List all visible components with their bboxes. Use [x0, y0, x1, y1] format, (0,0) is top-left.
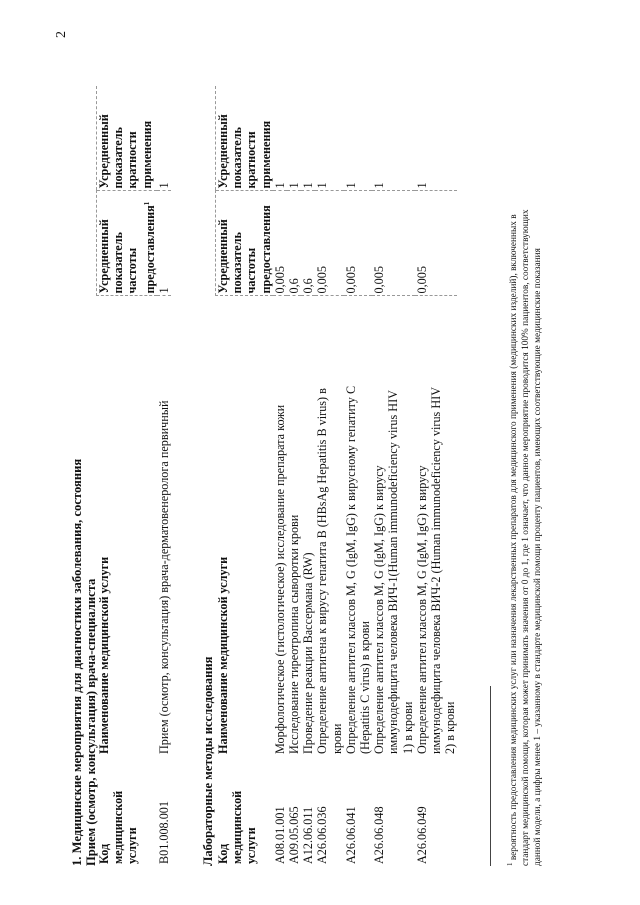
- service-code: A26.06.041: [343, 806, 358, 864]
- footnote-mark: 1: [506, 862, 514, 866]
- multiplicity-value: 1: [372, 86, 415, 191]
- frequency-value: 0,6: [287, 191, 301, 296]
- table-row: [372, 86, 415, 866]
- frequency-header: Усредненный показатель частоты предоставления: [216, 191, 273, 296]
- multiplicity-value: 1: [273, 86, 287, 191]
- service-code: A08.01.001: [272, 806, 287, 864]
- multiplicity-value: 1: [415, 86, 458, 191]
- table-row: [315, 86, 343, 866]
- service-name: Определение антител классов М, G (IgM, IgG) к вирусу иммунодефицита человека ВИЧ-2 (Human immunodeficiency virus HIV 2) в крови: [414, 387, 458, 754]
- footnote-divider: [490, 686, 491, 866]
- service-name: Исследование тиреотропина сыворотки крови: [287, 514, 302, 754]
- table-row: [287, 86, 301, 866]
- table-header-row: [216, 86, 273, 866]
- multiplicity-value: 1: [287, 86, 301, 191]
- lab-methods-table: [215, 86, 457, 866]
- service-code: A09.05.065: [287, 806, 302, 864]
- consultation-table: [96, 86, 171, 866]
- service-name: Определение антител классов М, G (IgM, IgG) к вирусу иммунодефицита человека ВИЧ-1(Human immunodeficiency virus HIV 1) в крови: [372, 390, 415, 754]
- service-name-header: Наименование медицинской услуги: [215, 556, 230, 754]
- multiplicity-header: Усредненный показатель кратности применения: [216, 86, 273, 191]
- service-name-header: Наименование медицинской услуги: [96, 556, 111, 754]
- multiplicity-value: 1: [157, 86, 171, 191]
- service-name: Проведение реакции Вассермана (RW): [301, 552, 316, 754]
- frequency-value: 0,005: [415, 191, 458, 296]
- service-name: Определение антител классов М, G (IgM, IgG) к вирусному гепатиту С (Hepatitis C virus) в крови: [343, 385, 373, 754]
- table-header-row: [97, 86, 157, 866]
- service-code: A26.06.036: [315, 806, 330, 864]
- table-row: [344, 86, 372, 866]
- frequency-value: 0,005: [273, 191, 287, 296]
- frequency-value: 0,6: [301, 191, 315, 296]
- document-title: 1. Медицинские мероприятия для диагностики заболевания, состояния: [70, 458, 84, 866]
- service-name: Прием (осмотр, консультация) врача-дерматовенеролога первичный: [156, 400, 171, 754]
- footnote-line: стандарт медицинской помощи, которая может принимать значения от 0 до 1, где 1 означает, что данное мероприятие проводится 100% пациентов, соответствующих: [521, 209, 532, 866]
- multiplicity-value: 1: [344, 86, 372, 191]
- service-code: A26.06.048: [372, 806, 387, 864]
- service-code: A26.06.049: [414, 806, 429, 864]
- frequency-value: 0,005: [372, 191, 415, 296]
- footnote-line: данной модели, а цифры менее 1 – указанному в стандарте медицинской помощи проценту пациентов, имеющих соответствующие медицинские показания: [533, 248, 544, 866]
- service-code: A12.06.011: [301, 806, 316, 864]
- frequency-value: 0,005: [344, 191, 372, 296]
- service-name: Определение антигена к вирусу гепатита В (HBsAg Hepatitis B virus) в крови: [315, 388, 344, 754]
- code-header: Код медицинской услуги: [215, 790, 258, 864]
- table-row: [301, 86, 315, 866]
- rotated-page-content: [70, 86, 580, 866]
- table-row: [157, 86, 171, 866]
- service-code: B01.008.001: [156, 801, 171, 864]
- footnote-reference: 1: [142, 201, 151, 206]
- page-number: 2: [54, 31, 69, 38]
- section-consultation-heading: Прием (осмотр, консультация) врача-специалиста: [84, 578, 98, 866]
- section-lab-heading: Лабораторные методы исследования: [201, 656, 215, 866]
- code-header: Код медицинской услуги: [96, 790, 139, 864]
- multiplicity-value: 1: [301, 86, 315, 191]
- table-row: [415, 86, 458, 866]
- footnote: [504, 91, 544, 866]
- footnote-line: вероятность предоставления медицинских услуг или назначения лекарственных препаратов для медицинского применения (медицинских изделий), включенных в: [509, 214, 520, 861]
- multiplicity-value: 1: [315, 86, 343, 191]
- frequency-header: Усредненный показатель частоты предоставления$^1$: [97, 191, 157, 296]
- multiplicity-header: Усредненный показатель кратности применения: [97, 86, 157, 191]
- table-row: [273, 86, 287, 866]
- frequency-value: 1: [157, 191, 171, 296]
- service-name: Морфологическое (гистологическое) исследование препарата кожи: [272, 404, 287, 754]
- frequency-value: 0,005: [315, 191, 343, 296]
